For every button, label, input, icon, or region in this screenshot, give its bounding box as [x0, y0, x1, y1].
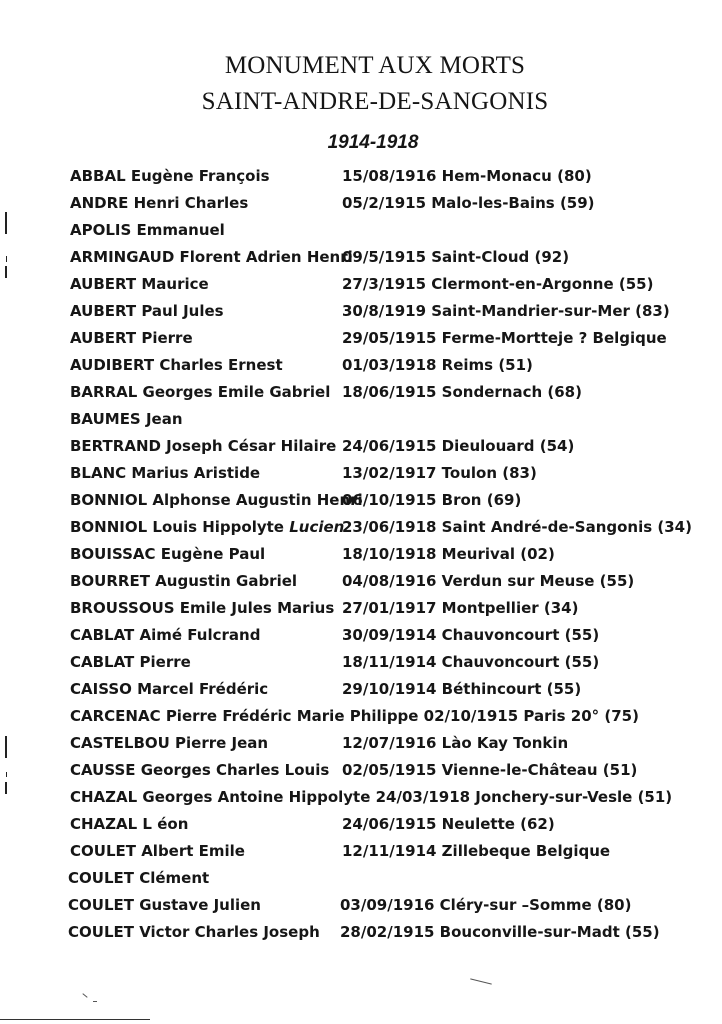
death-date-place: 27/3/1915 Clermont-en-Argonne (55)	[342, 275, 654, 293]
soldier-name-text: AUBERT Pierre	[70, 329, 193, 347]
death-date-place: 01/03/1918 Reims (51)	[342, 356, 533, 374]
soldier-name	[70, 464, 260, 482]
soldier-name	[70, 734, 268, 752]
soldier-name	[68, 896, 261, 914]
soldier-name-text: COULET Gustave Julien	[68, 896, 261, 914]
death-date-place: 12/11/1914 Zillebeque Belgique	[342, 842, 611, 860]
death-date-place: 05/2/1915 Malo-les-Bains (59)	[342, 194, 595, 212]
soldier-name	[70, 302, 224, 320]
soldier-name-text: CARCENAC Pierre Frédéric Marie Philippe 02/10/1915 Paris 20° (75)	[70, 707, 639, 725]
soldier-name	[70, 545, 265, 563]
death-date-place: 04/08/1916 Verdun sur Meuse (55)	[342, 572, 635, 590]
soldier-name	[68, 869, 209, 887]
scan-speck	[470, 978, 492, 984]
death-date-place: 29/05/1915 Ferme-Mortteje ? Belgique	[342, 329, 667, 347]
soldier-name-italic: Lucien	[289, 518, 345, 536]
soldier-name	[70, 788, 672, 806]
page-title: MONUMENT AUX MORTS	[224, 52, 526, 79]
soldier-name	[70, 437, 336, 455]
death-date-place: 24/06/1915 Neulette (62)	[342, 815, 555, 833]
soldier-name-text: CHAZAL L éon	[70, 815, 189, 833]
left-margin-mark	[6, 772, 7, 777]
soldier-name-text: COULET Albert Emile	[70, 842, 245, 860]
death-date-place: 12/07/1916 Lào Kay Tonkin	[342, 734, 569, 752]
soldier-name	[68, 923, 320, 941]
soldier-name	[70, 275, 209, 293]
soldier-name-text: CABLAT Pierre	[70, 653, 191, 671]
soldier-name-text: BAUMES Jean	[70, 410, 183, 428]
soldier-name-text: BROUSSOUS Emile Jules Marius	[70, 599, 335, 617]
soldier-name-text: BONNIOL Louis Hippolyte	[70, 518, 284, 536]
soldier-name	[70, 383, 330, 401]
soldier-name-text: BOUISSAC Eugène Paul	[70, 545, 266, 563]
soldier-name-text: CAUSSE Georges Charles Louis	[70, 761, 330, 779]
soldier-name-text: BONNIOL Alphonse Augustin Henri	[70, 491, 363, 509]
soldier-name-text: BLANC Marius Aristide	[70, 464, 261, 482]
soldier-name	[70, 518, 344, 536]
soldier-name	[70, 707, 639, 725]
death-date-place: 27/01/1917 Montpellier (34)	[342, 599, 579, 617]
death-date-place: 13/02/1917 Toulon (83)	[342, 464, 537, 482]
death-date-place: 09/5/1915 Saint-Cloud (92)	[342, 248, 570, 266]
soldier-name	[70, 653, 191, 671]
soldier-name-text: ARMINGAUD Florent Adrien Henri	[70, 248, 353, 266]
soldier-name-text: APOLIS Emmanuel	[70, 221, 225, 239]
death-date-place: 15/08/1916 Hem-Monacu (80)	[342, 167, 592, 185]
soldier-name-text: ABBAL Eugène François	[70, 167, 270, 185]
death-date-place: 28/02/1915 Bouconville-sur-Madt (55)	[340, 923, 660, 941]
death-date-place: 30/09/1914 Chauvoncourt (55)	[342, 626, 600, 644]
death-date-place: 18/11/1914 Chauvoncourt (55)	[342, 653, 600, 671]
soldier-name-text: AUBERT Paul Jules	[70, 302, 224, 320]
soldier-name-text: COULET Clément	[68, 869, 210, 887]
death-date-place: 23/06/1918 Saint André-de-Sangonis (34)	[342, 518, 692, 536]
left-margin-mark	[5, 736, 7, 758]
death-date-place: 24/06/1915 Dieulouard (54)	[342, 437, 575, 455]
soldier-name	[70, 842, 245, 860]
death-date-place: 02/05/1915 Vienne-le-Château (51)	[342, 761, 638, 779]
bottom-rule	[0, 1019, 150, 1020]
soldier-name	[70, 410, 183, 428]
scan-speck	[82, 993, 87, 998]
death-date-place: 18/06/1915 Sondernach (68)	[342, 383, 582, 401]
soldier-name	[70, 572, 297, 590]
soldier-name-text: BARRAL Georges Emile Gabriel	[70, 383, 331, 401]
soldier-name	[70, 761, 329, 779]
scan-speck	[93, 1001, 97, 1002]
death-date-place: 06/10/1915 Bron (69)	[342, 491, 522, 509]
soldier-name	[70, 329, 193, 347]
soldier-name	[70, 491, 363, 509]
soldier-name	[70, 356, 283, 374]
soldier-name	[70, 626, 260, 644]
left-margin-mark	[6, 256, 7, 262]
soldier-name	[70, 248, 353, 266]
soldier-name-text: BERTRAND Joseph César Hilaire	[70, 437, 337, 455]
left-margin-mark	[5, 782, 7, 794]
left-margin-mark	[5, 212, 7, 234]
soldier-name	[70, 599, 334, 617]
soldier-name-text: CAISSO Marcel Frédéric	[70, 680, 269, 698]
soldier-name-text: COULET Victor Charles Joseph	[68, 923, 320, 941]
soldier-name-text: AUDIBERT Charles Ernest	[70, 356, 283, 374]
soldier-name-text: AUBERT Maurice	[70, 275, 209, 293]
page-subtitle-town: SAINT-ANDRE-DE-SANGONIS	[201, 88, 549, 115]
left-margin-mark	[5, 266, 7, 278]
death-date-place: 29/10/1914 Béthincourt (55)	[342, 680, 582, 698]
soldier-name-text: ANDRE Henri Charles	[70, 194, 249, 212]
soldier-name-text: CHAZAL Georges Antoine Hippolyte 24/03/1918 Jonchery-sur-Vesle (51)	[70, 788, 673, 806]
soldier-name	[70, 815, 188, 833]
soldier-name	[70, 680, 268, 698]
death-date-place: 30/8/1919 Saint-Mandrier-sur-Mer (83)	[342, 302, 670, 320]
death-date-place: 03/09/1916 Cléry-sur –Somme (80)	[340, 896, 632, 914]
soldier-name	[70, 167, 270, 185]
soldier-name-text: CABLAT Aimé Fulcrand	[70, 626, 261, 644]
soldier-name-text: CASTELBOU Pierre Jean	[70, 734, 269, 752]
soldier-name	[70, 194, 248, 212]
death-date-place: 18/10/1918 Meurival (02)	[342, 545, 555, 563]
years-heading: 1914-1918	[327, 132, 419, 153]
soldier-name	[70, 221, 225, 239]
soldier-name-text: BOURRET Augustin Gabriel	[70, 572, 298, 590]
